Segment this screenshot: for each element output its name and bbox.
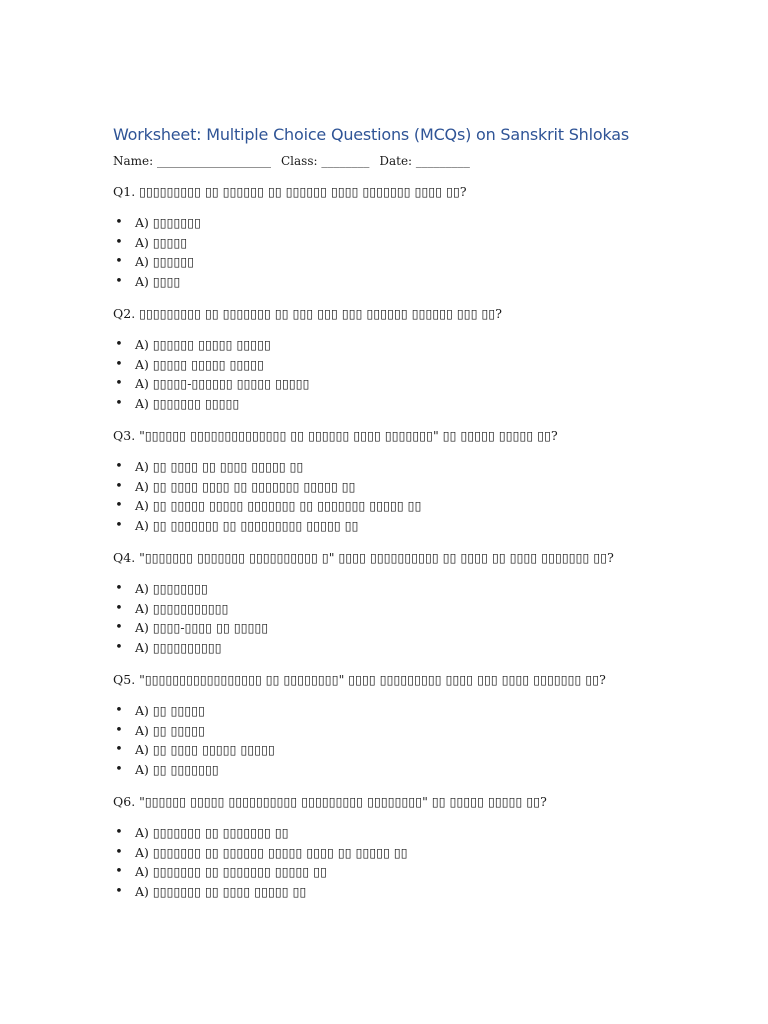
option-text: A) ▯▯▯▯▯▯▯▯ <box>135 581 208 596</box>
option-item <box>115 618 713 638</box>
bullet-icon: • <box>115 356 123 372</box>
option-list <box>113 579 713 657</box>
question-list <box>113 183 713 901</box>
bullet-icon: • <box>115 517 123 533</box>
bullet-icon: • <box>115 761 123 777</box>
bullet-icon: • <box>115 600 123 616</box>
option-item <box>115 721 713 741</box>
bullet-icon: • <box>115 620 123 635</box>
option-item <box>115 843 713 863</box>
question-text: Q2. ▯▯▯▯▯▯▯▯▯ ▯▯ ▯▯▯▯▯▯▯ ▯▯ ▯▯▯ ▯▯▯ ▯▯▯ ▯▯▯▯▯▯ ▯▯▯▯▯▯ ▯▯▯ ▯▯? <box>113 306 503 321</box>
option-item <box>115 394 713 414</box>
option-text: A) ▯▯▯▯▯ <box>135 234 188 250</box>
option-item <box>115 477 713 497</box>
option-text: A) ▯▯ ▯▯▯▯▯▯▯ ▯▯ ▯▯▯▯▯▯▯▯▯ ▯▯▯▯▯ ▯▯ <box>135 517 359 533</box>
option-item <box>115 740 713 760</box>
bullet-icon: • <box>115 478 123 494</box>
name-field: Name: ___________________ <box>113 154 271 168</box>
bullet-icon: • <box>115 234 123 250</box>
question-text: Q6. "▯▯▯▯▯▯ ▯▯▯▯▯ ▯▯▯▯▯▯▯▯▯▯ ▯▯▯▯▯▯▯▯▯ ▯▯▯▯▯▯▯▯" ▯▯ ▯▯▯▯▯ ▯▯▯▯▯ ▯▯? <box>113 794 547 809</box>
bullet-icon: • <box>115 215 123 230</box>
question-text: Q3. "▯▯▯▯▯▯ ▯▯▯▯▯▯▯▯▯▯▯▯▯▯ ▯▯ ▯▯▯▯▯▯ ▯▯▯▯ ▯▯▯▯▯▯▯" ▯▯ ▯▯▯▯▯ ▯▯▯▯▯ ▯▯? <box>113 428 558 443</box>
option-text: A) ▯▯ ▯▯▯▯ ▯▯▯▯▯ ▯▯▯▯▯ <box>135 742 275 757</box>
bullet-icon: • <box>115 864 123 879</box>
option-item <box>115 516 713 536</box>
option-list <box>113 213 713 291</box>
option-item <box>115 457 713 477</box>
option-item <box>115 882 713 902</box>
bullet-icon: • <box>115 498 123 513</box>
option-text: A) ▯▯▯▯▯▯▯ ▯▯ ▯▯▯▯▯▯▯ ▯▯ <box>135 825 289 840</box>
option-list <box>113 701 713 779</box>
option-text: A) ▯▯ ▯▯▯▯ ▯▯ ▯▯▯▯ ▯▯▯▯▯ ▯▯ <box>135 459 304 474</box>
option-list <box>113 335 713 413</box>
bullet-icon: • <box>115 337 123 352</box>
option-text: A) ▯▯▯▯-▯▯▯▯ ▯▯ ▯▯▯▯▯ <box>135 620 269 635</box>
option-text: A) ▯▯ ▯▯▯▯▯ <box>135 722 206 738</box>
bullet-icon: • <box>115 376 123 391</box>
option-text: A) ▯▯▯▯▯▯▯ ▯▯ ▯▯▯▯▯▯▯ ▯▯▯▯▯ ▯▯ <box>135 864 327 879</box>
option-text: A) ▯▯▯▯▯▯▯ ▯▯ ▯▯▯▯▯▯ ▯▯▯▯▯ ▯▯▯▯ ▯▯ ▯▯▯▯▯ ▯▯ <box>135 844 408 860</box>
option-list <box>113 457 713 535</box>
bullet-icon: • <box>115 722 123 738</box>
option-text: A) ▯▯ ▯▯▯▯▯ ▯▯▯▯▯ ▯▯▯▯▯▯▯ ▯▯ ▯▯▯▯▯▯▯ ▯▯▯▯▯ ▯▯ <box>135 498 422 513</box>
option-text: A) ▯▯ ▯▯▯▯▯ <box>135 703 206 718</box>
option-text: A) ▯▯▯▯▯-▯▯▯▯▯▯ ▯▯▯▯▯ ▯▯▯▯▯ <box>135 376 310 391</box>
option-text: A) ▯▯▯▯▯▯▯ ▯▯ ▯▯▯▯ ▯▯▯▯▯ ▯▯ <box>135 883 307 899</box>
bullet-icon: • <box>115 395 123 411</box>
option-item <box>115 701 713 721</box>
question-block <box>113 183 713 291</box>
class-field: Class: ________ <box>281 154 370 168</box>
bullet-icon: • <box>115 825 123 840</box>
bullet-icon: • <box>115 883 123 899</box>
worksheet-title: Worksheet: Multiple Choice Questions (MCQs) on Sanskrit Shlokas <box>113 125 629 144</box>
bullet-icon: • <box>115 703 123 718</box>
option-text: A) ▯▯▯▯▯▯▯ ▯▯▯▯▯ <box>135 395 240 411</box>
option-text: A) ▯▯▯▯▯▯ <box>135 254 195 269</box>
question-block <box>113 305 713 413</box>
option-item <box>115 355 713 375</box>
option-text: A) ▯▯▯▯▯▯▯ <box>135 215 202 230</box>
option-item <box>115 760 713 780</box>
option-item <box>115 374 713 394</box>
bullet-icon: • <box>115 581 123 596</box>
option-item <box>115 638 713 658</box>
bullet-icon: • <box>115 844 123 860</box>
worksheet-body <box>113 124 713 915</box>
question-text: Q4. "▯▯▯▯▯▯▯ ▯▯▯▯▯▯▯ ▯▯▯▯▯▯▯▯▯▯ ▯" ▯▯▯▯ ▯▯▯▯▯▯▯▯▯▯ ▯▯ ▯▯▯▯ ▯▯ ▯▯▯▯ ▯▯▯▯▯▯▯ ▯▯? <box>113 550 614 565</box>
option-text: A) ▯▯▯▯▯▯ ▯▯▯▯▯ ▯▯▯▯▯ <box>135 337 271 352</box>
question-text: Q5. "▯▯▯▯▯▯▯▯▯▯▯▯▯▯▯▯▯ ▯▯ ▯▯▯▯▯▯▯▯" ▯▯▯▯ ▯▯▯▯▯▯▯▯▯ ▯▯▯▯ ▯▯▯ ▯▯▯▯ ▯▯▯▯▯▯▯ ▯▯? <box>113 672 606 687</box>
option-item <box>115 862 713 882</box>
option-item <box>115 252 713 272</box>
option-text: A) ▯▯ ▯▯▯▯▯▯▯ <box>135 761 219 777</box>
option-item <box>115 233 713 253</box>
bullet-icon: • <box>115 639 123 655</box>
question-block <box>113 549 713 657</box>
option-item <box>115 272 713 292</box>
option-item <box>115 335 713 355</box>
option-item <box>115 496 713 516</box>
option-item <box>115 823 713 843</box>
question-block <box>113 427 713 535</box>
student-info-line <box>113 153 713 169</box>
bullet-icon: • <box>115 459 123 474</box>
question-block <box>113 671 713 779</box>
bullet-icon: • <box>115 742 123 757</box>
option-text: A) ▯▯▯▯▯▯▯▯▯▯▯ <box>135 600 229 616</box>
date-field: Date: _________ <box>379 154 470 168</box>
option-item <box>115 579 713 599</box>
option-text: A) ▯▯ ▯▯▯▯ ▯▯▯▯ ▯▯ ▯▯▯▯▯▯▯ ▯▯▯▯▯ ▯▯ <box>135 478 356 494</box>
option-text: A) ▯▯▯▯▯ ▯▯▯▯▯ ▯▯▯▯▯ <box>135 356 265 372</box>
bullet-icon: • <box>115 273 123 289</box>
option-text: A) ▯▯▯▯▯▯▯▯▯▯ <box>135 639 222 655</box>
option-list <box>113 823 713 901</box>
bullet-icon: • <box>115 254 123 269</box>
option-text: A) ▯▯▯▯ <box>135 273 181 289</box>
option-item <box>115 213 713 233</box>
option-item <box>115 599 713 619</box>
question-block <box>113 793 713 901</box>
question-text: Q1. ▯▯▯▯▯▯▯▯▯ ▯▯ ▯▯▯▯▯▯ ▯▯ ▯▯▯▯▯▯ ▯▯▯▯ ▯▯▯▯▯▯▯ ▯▯▯▯ ▯▯? <box>113 184 467 199</box>
